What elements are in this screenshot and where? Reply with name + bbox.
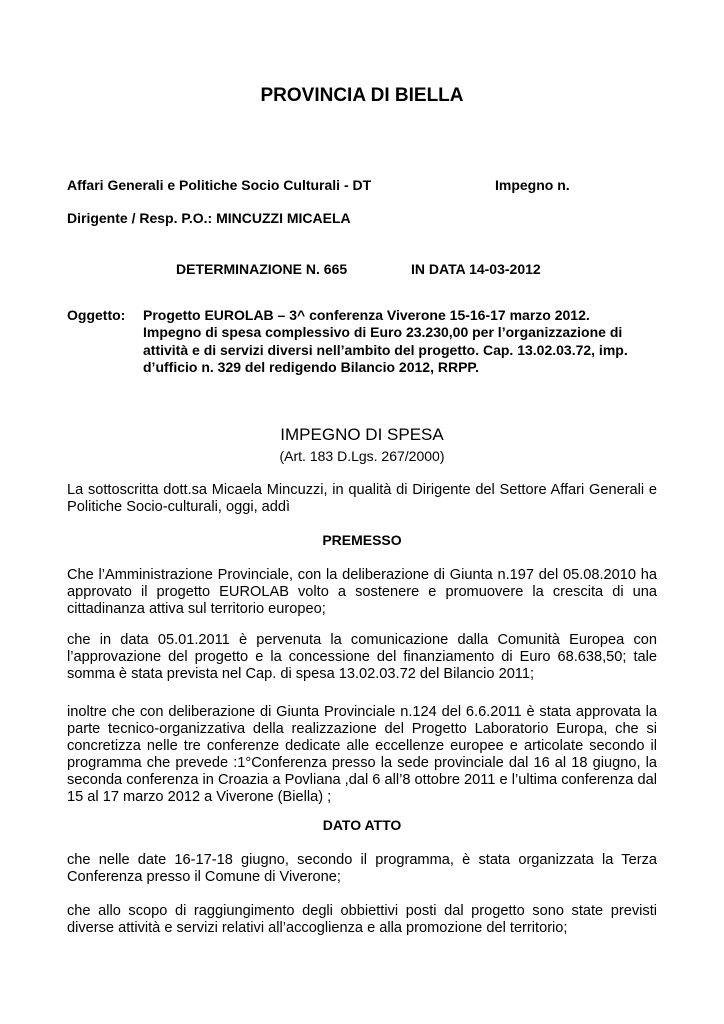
page-title: PROVINCIA DI BIELLA <box>260 85 464 106</box>
oggetto-line: attività e di servizi diversi nell’ambito del progetto. Cap. 13.02.03.72, imp. <box>143 341 628 358</box>
department-label: Affari Generali e Politiche Socio Culturali - DT <box>67 177 372 193</box>
premesso-paragraph: che in data 05.01.2011 è pervenuta la comunicazione dalla Comunità Europea con l’approvazione del progetto e la concessione del finanziamento di Euro 68.638,50; tale somma è stata prevista nel Cap. di spesa 13.02.03.72 del Bilancio 2011; <box>67 632 657 682</box>
impegno-number-label: Impegno n. <box>495 177 570 193</box>
dato-atto-paragraph: che allo scopo di raggiungimento degli obbiettivi posti dal progetto sono state previsti diverse attività e servizi relativi all’accoglienza e alla promozione del territorio; <box>67 903 657 936</box>
oggetto-line: Impegno di spesa complessivo di Euro 23.230,00 per l’organizzazione di <box>143 324 623 341</box>
oggetto-label: Oggetto: <box>67 307 126 323</box>
dato-atto-heading: DATO ATTO <box>322 817 402 833</box>
impegno-title: IMPEGNO DI SPESA <box>280 425 444 444</box>
determinazione-date: IN DATA 14-03-2012 <box>411 261 541 277</box>
determinazione-number: DETERMINAZIONE N. 665 <box>176 261 348 277</box>
impegno-reference <box>0 448 724 464</box>
oggetto-line: Progetto EUROLAB – 3^ conferenza Viverone 15-16-17 marzo 2012. <box>143 307 590 323</box>
dirigente-label: Dirigente / Resp. P.O.: MINCUZZI MICAELA <box>67 210 351 226</box>
premesso-paragraph: Che l’Amministrazione Provinciale, con la deliberazione di Giunta n.197 del 05.08.2010 ha approvato il progetto EUROLAB volto a sostenere e promuovere la crescita di una cittadinanza attiva sul territorio europeo; <box>67 567 657 617</box>
oggetto-line: d’ufficio n. 329 del redigendo Bilancio 2012, RRPP. <box>143 358 479 375</box>
impegno-reference-text: (Art. 183 D.Lgs. 267/2000) <box>279 448 445 464</box>
premesso-paragraph: inoltre che con deliberazione di Giunta Provinciale n.124 del 6.6.2011 è stata approvata la parte tecnico-organizzativa della realizzazione del Progetto Laboratorio Europa, che si concretizza nelle tre conferenze dedicate alle eccellenze europee e articolate secondo il programma che prevede :1°Conferenza presso la sede provinciale dal 16 al 18 giugno, la seconda conferenza in Croazia a Povliana ,dal 6 all’8 ottobre 2011 e l’ultima conferenza dal 15 al 17 marzo 2012 a Viverone (Biella) ; <box>67 704 657 805</box>
intro-paragraph: La sottoscritta dott.sa Micaela Mincuzzi, in qualità di Dirigente del Settore Affari Generali e Politiche Socio-culturali, oggi, addì <box>67 482 657 515</box>
premesso-heading: PREMESSO <box>322 532 402 548</box>
oggetto-text <box>143 307 663 376</box>
dato-atto-paragraph: che nelle date 16-17-18 giugno, secondo il programma, è stata organizzata la Terza Conferenza presso il Comune di Viverone; <box>67 852 657 885</box>
